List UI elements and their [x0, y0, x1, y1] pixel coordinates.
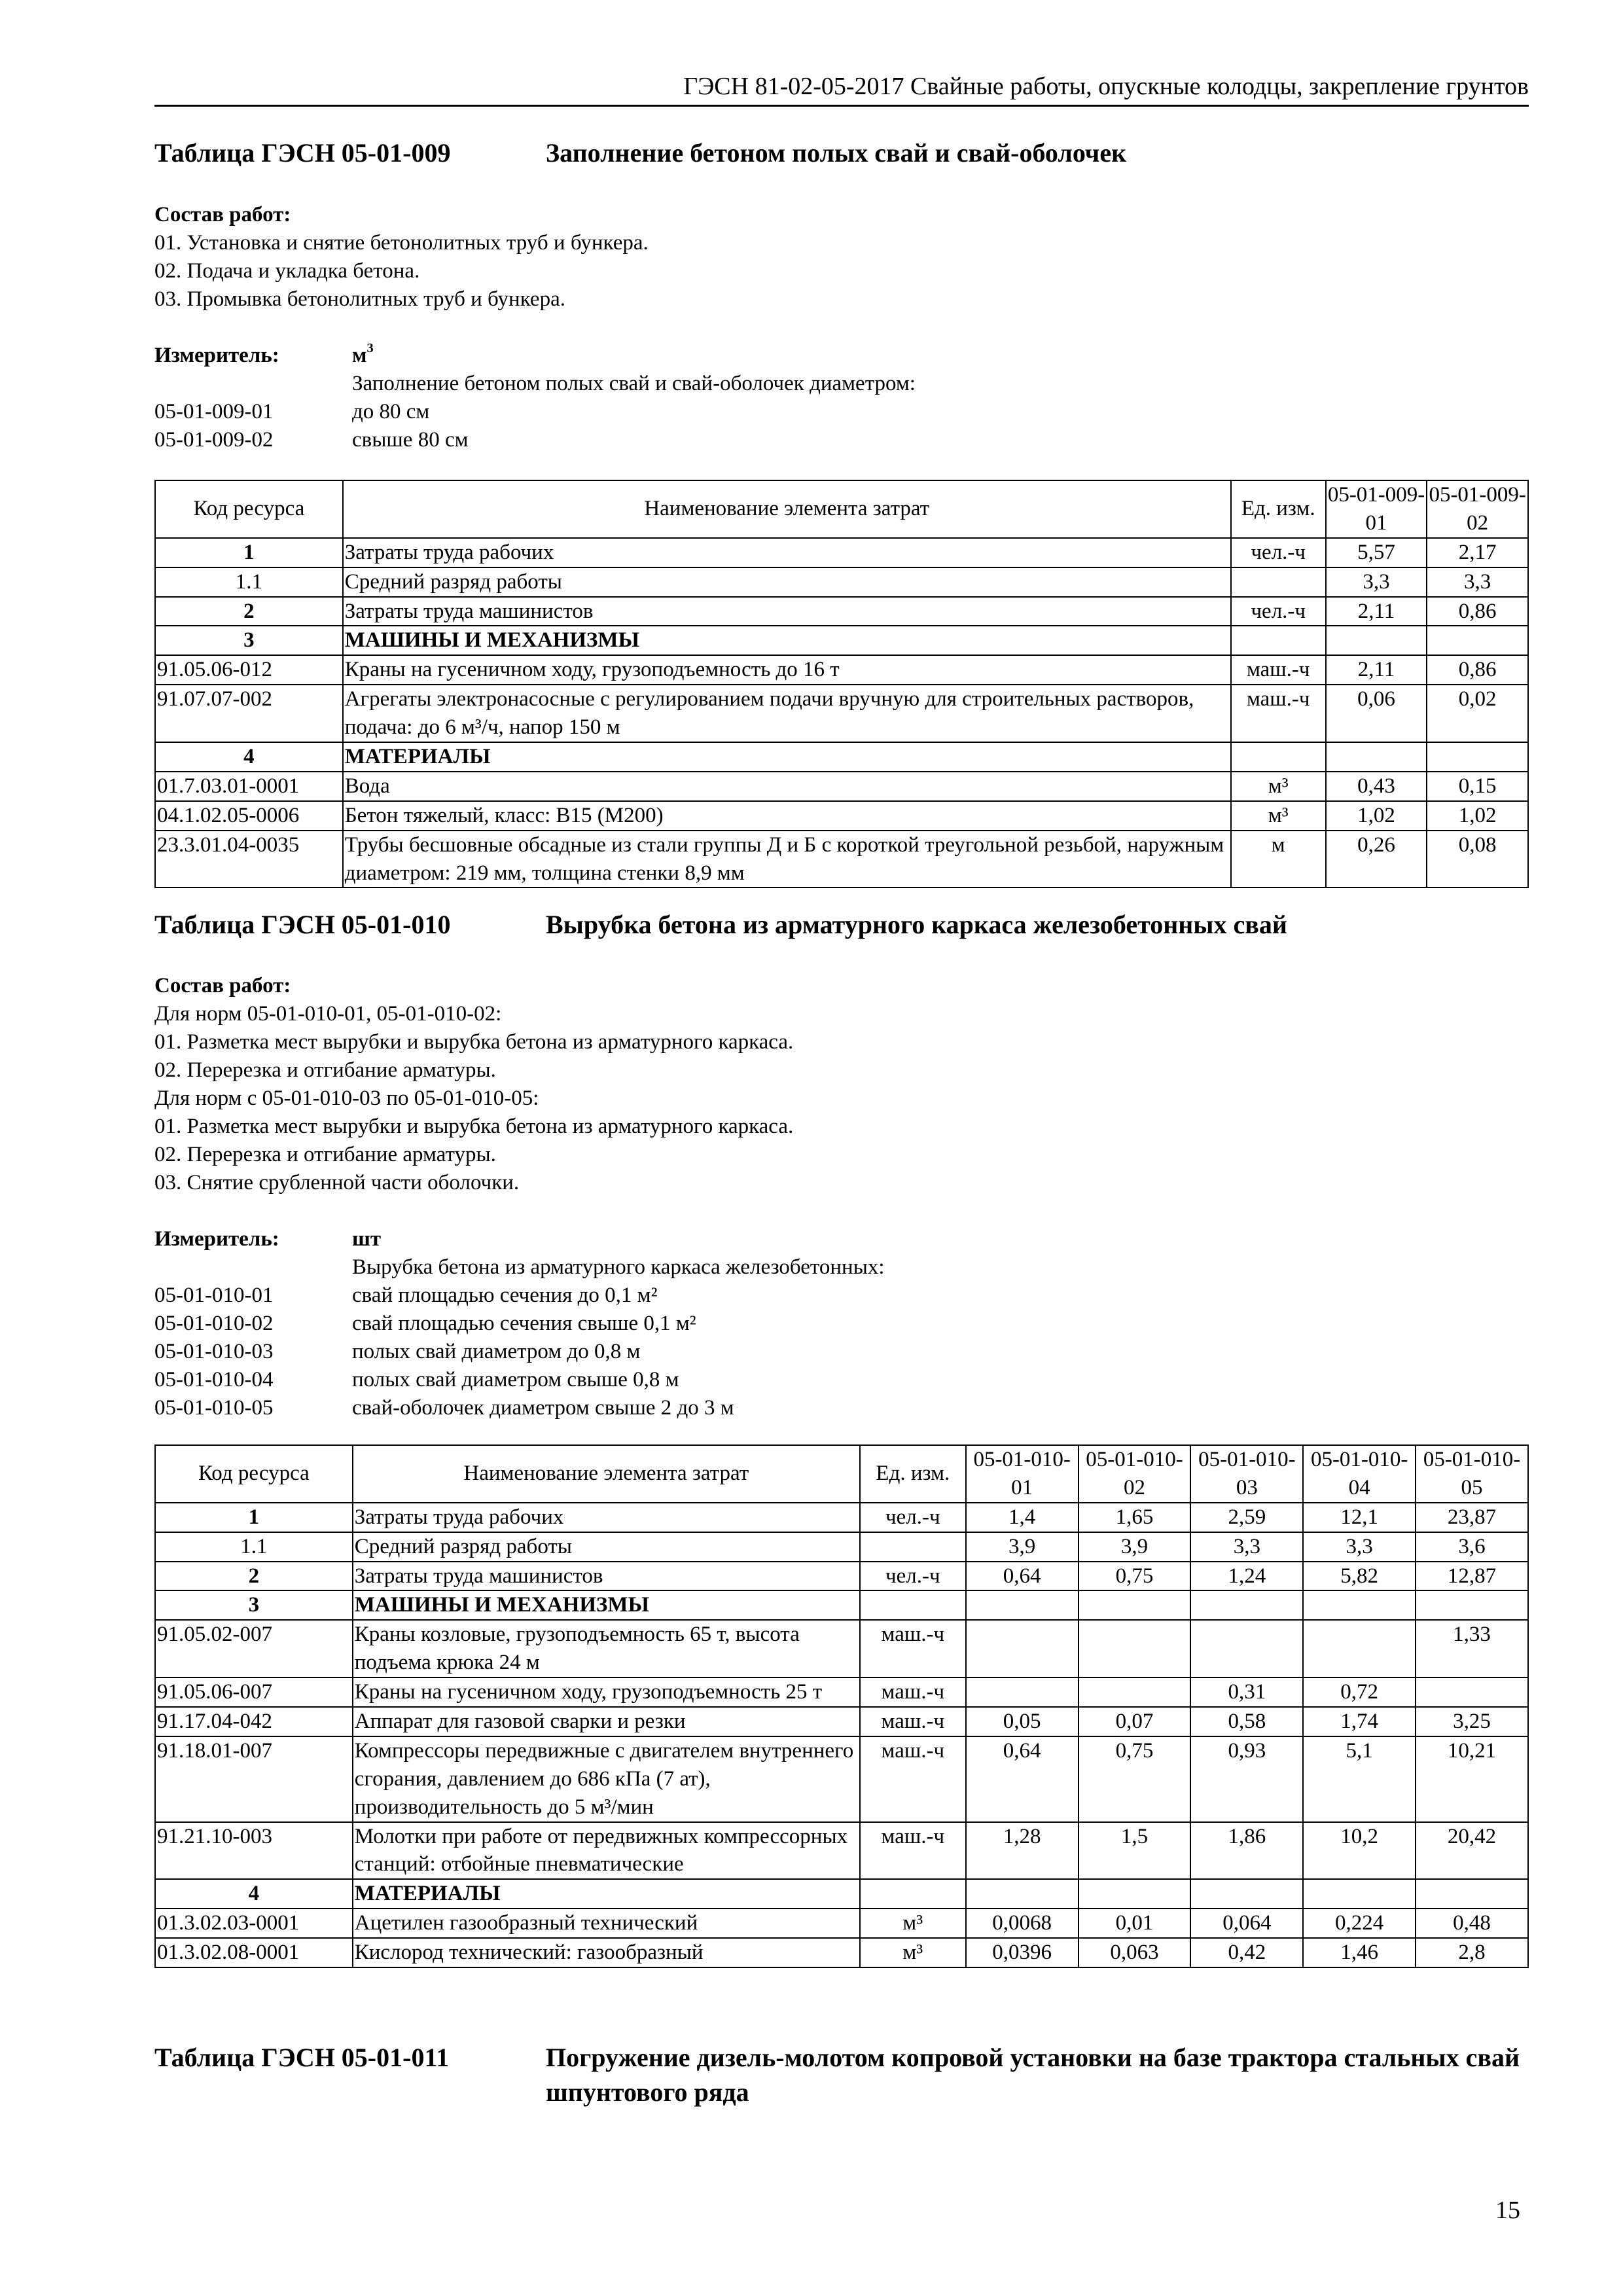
norm-value [1303, 1590, 1416, 1620]
resource-name: Трубы бесшовные обсадные из стали группы Д и Б с короткой треугольной резьбой, наружным диаметром: 219 мм, толщина стенки 8,9 мм [343, 831, 1231, 888]
table-code: Таблица ГЭСН 05-01-009 [154, 138, 451, 168]
resource-group [155, 742, 1528, 888]
table-name: Вырубка бетона из арматурного каркаса железобетонных свай [546, 910, 1287, 939]
resource-code: 91.07.07-002 [155, 685, 343, 742]
resource-unit: чел.-ч [1231, 597, 1326, 626]
header-name: Наименование элемента затрат [343, 480, 1231, 538]
norm-value: 1,02 [1427, 801, 1528, 831]
resource-group [155, 1879, 1528, 1967]
norm-value: 0,08 [1427, 831, 1528, 888]
resource-code: 91.05.06-007 [155, 1677, 353, 1707]
header-norm-col: 05-01-010-01 [966, 1445, 1079, 1503]
norm-value: 2,8 [1416, 1938, 1528, 1967]
composition-item: 02. Перерезка и отгибание арматуры. [154, 1143, 496, 1166]
resource-code: 01.3.02.08-0001 [155, 1938, 353, 1967]
measure-unit: шт [352, 1227, 382, 1251]
resource-unit [1231, 567, 1326, 597]
norm-value: 5,82 [1303, 1562, 1416, 1591]
resource-code: 23.3.01.04-0035 [155, 831, 343, 888]
norm-value: 10,21 [1416, 1736, 1528, 1822]
norm-row [154, 426, 1529, 454]
norm-value [1303, 1879, 1416, 1909]
norm-value: 0,58 [1190, 1707, 1303, 1736]
norm-value: 0,05 [966, 1707, 1079, 1736]
composition-item: Для норм 05-01-010-01, 05-01-010-02: [154, 1002, 502, 1026]
table-code: Таблица ГЭСН 05-01-010 [154, 910, 451, 939]
norm-value: 0,42 [1190, 1938, 1303, 1967]
table-row [155, 655, 1528, 685]
norm-desc: полых свай диаметром свыше 0,8 м [352, 1368, 679, 1391]
norm-value: 0,93 [1190, 1736, 1303, 1822]
resource-unit: маш.-ч [1231, 685, 1326, 742]
resource-group [155, 597, 1528, 626]
norm-value [1427, 626, 1528, 655]
composition-item: 01. Установка и снятие бетонолитных труб и бункера. [154, 231, 649, 255]
norm-value: 0,02 [1427, 685, 1528, 742]
norm-value [1326, 742, 1427, 772]
resource-name: МАТЕРИАЛЫ [353, 1879, 860, 1909]
resource-unit: чел.-ч [860, 1503, 966, 1532]
norm-row [154, 1338, 1529, 1366]
norm-value: 1,86 [1190, 1822, 1303, 1880]
composition-05-01-010 [154, 972, 1529, 1197]
norm-value: 0,07 [1079, 1707, 1191, 1736]
norm-value: 2,59 [1190, 1503, 1303, 1532]
resource-group [155, 538, 1528, 597]
norm-row [154, 1282, 1529, 1310]
table-row [155, 1736, 1528, 1822]
norm-code: 05-01-010-03 [154, 1340, 274, 1363]
table-row [155, 1822, 1528, 1880]
resource-table-05-01-010 [154, 1444, 1529, 1968]
norm-code: 05-01-009-01 [154, 400, 274, 423]
measure-block-05-01-010 [154, 1225, 1529, 1422]
norm-value [1190, 1620, 1303, 1677]
resource-code: 1 [155, 1503, 353, 1532]
norm-value: 3,9 [1079, 1532, 1191, 1562]
norm-value: 3,6 [1416, 1532, 1528, 1562]
norm-code: 05-01-010-01 [154, 1283, 274, 1307]
norm-value: 1,46 [1303, 1938, 1416, 1967]
resource-unit: м³ [860, 1909, 966, 1938]
resource-name: Краны козловые, грузоподъемность 65 т, высота подъема крюка 24 м [353, 1620, 860, 1677]
norm-value [1079, 1677, 1191, 1707]
resource-name: Средний разряд работы [343, 567, 1231, 597]
resource-unit: маш.-ч [1231, 655, 1326, 685]
resource-code: 1 [155, 538, 343, 567]
norm-value: 0,31 [1190, 1677, 1303, 1707]
resource-unit: м³ [860, 1938, 966, 1967]
composition-05-01-009 [154, 201, 1529, 314]
norm-value [1190, 1879, 1303, 1909]
header-norm-col: 05-01-010-02 [1079, 1445, 1191, 1503]
composition-title: Состав работ: [154, 974, 291, 997]
resource-unit: маш.-ч [860, 1677, 966, 1707]
norm-value: 0,86 [1427, 655, 1528, 685]
resource-name: Вода [343, 772, 1231, 801]
norm-value [1427, 742, 1528, 772]
page-number: 15 [1495, 2197, 1520, 2224]
resource-unit [860, 1532, 966, 1562]
norm-value: 0,01 [1079, 1909, 1191, 1938]
resource-unit: м³ [1231, 801, 1326, 831]
table-header-row [155, 1445, 1528, 1503]
norm-code: 05-01-009-02 [154, 428, 274, 452]
norm-code: 05-01-010-02 [154, 1312, 274, 1335]
norm-value: 12,1 [1303, 1503, 1416, 1532]
resource-code: 04.1.02.05-0006 [155, 801, 343, 831]
resource-code: 3 [155, 1590, 353, 1620]
norm-value [966, 1590, 1079, 1620]
resource-code: 4 [155, 742, 343, 772]
norm-value: 2,17 [1427, 538, 1528, 567]
norm-value [1079, 1879, 1191, 1909]
resource-group [155, 1590, 1528, 1879]
resource-unit: маш.-ч [860, 1736, 966, 1822]
composition-title: Состав работ: [154, 203, 291, 226]
resource-code: 91.21.10-003 [155, 1822, 353, 1880]
header-code: Код ресурса [155, 1445, 353, 1503]
resource-name: Затраты труда машинистов [353, 1562, 860, 1591]
norm-value [966, 1677, 1079, 1707]
norm-value: 2,11 [1326, 655, 1427, 685]
resource-unit: чел.-ч [1231, 538, 1326, 567]
norm-value: 0,75 [1079, 1736, 1191, 1822]
norm-value: 0,86 [1427, 597, 1528, 626]
header-code: Код ресурса [155, 480, 343, 538]
header-unit: Ед. изм. [860, 1445, 966, 1503]
measure-desc: Вырубка бетона из арматурного каркаса железобетонных: [352, 1255, 885, 1279]
norm-value: 1,74 [1303, 1707, 1416, 1736]
header-name: Наименование элемента затрат [353, 1445, 860, 1503]
norm-row [154, 1310, 1529, 1338]
norm-value: 0,64 [966, 1736, 1079, 1822]
norm-value: 0,64 [966, 1562, 1079, 1591]
norm-code: 05-01-010-05 [154, 1396, 274, 1420]
table-row [155, 1909, 1528, 1938]
resource-name: Краны на гусеничном ходу, грузоподъемность до 16 т [343, 655, 1231, 685]
table-row [155, 801, 1528, 831]
resource-name: Средний разряд работы [353, 1532, 860, 1562]
norm-value: 0,064 [1190, 1909, 1303, 1938]
table-row [155, 1707, 1528, 1736]
resource-code: 91.17.04-042 [155, 1707, 353, 1736]
header-norm-col: 05-01-010-05 [1416, 1445, 1528, 1503]
norm-value: 1,65 [1079, 1503, 1191, 1532]
resource-unit: м [1231, 831, 1326, 888]
norm-value [966, 1620, 1079, 1677]
norm-value: 0,72 [1303, 1677, 1416, 1707]
measure-unit: $м^3$ [352, 340, 374, 367]
resource-group [155, 626, 1528, 742]
norm-value: 1,02 [1326, 801, 1427, 831]
table-row [155, 567, 1528, 597]
table-row [155, 1590, 1528, 1620]
norm-value: 5,1 [1303, 1736, 1416, 1822]
resource-code: 1.1 [155, 1532, 353, 1562]
norm-value [966, 1879, 1079, 1909]
resource-table-05-01-009 [154, 480, 1529, 888]
resource-name: Ацетилен газообразный технический [353, 1909, 860, 1938]
norm-value: 23,87 [1416, 1503, 1528, 1532]
norm-value: 1,5 [1079, 1822, 1191, 1880]
resource-name: Затраты труда рабочих [343, 538, 1231, 567]
norm-row [154, 398, 1529, 426]
resource-name: Затраты труда машинистов [343, 597, 1231, 626]
norm-value: 12,87 [1416, 1562, 1528, 1591]
resource-code: 91.05.02-007 [155, 1620, 353, 1677]
table-row [155, 1677, 1528, 1707]
resource-name: Кислород технический: газообразный [353, 1938, 860, 1967]
header-norm-col: 05-01-009-02 [1427, 480, 1528, 538]
norm-value: 20,42 [1416, 1822, 1528, 1880]
resource-name: МАТЕРИАЛЫ [343, 742, 1231, 772]
norm-value [1326, 626, 1427, 655]
norm-code: 05-01-010-04 [154, 1368, 274, 1391]
header-norm-col: 05-01-010-04 [1303, 1445, 1416, 1503]
composition-item: Для норм с 05-01-010-03 по 05-01-010-05: [154, 1086, 539, 1110]
norm-row [154, 1394, 1529, 1422]
resource-name: Бетон тяжелый, класс: В15 (М200) [343, 801, 1231, 831]
header-norm-col: 05-01-009-01 [1326, 480, 1427, 538]
resource-unit [860, 1879, 966, 1909]
header-unit: Ед. изм. [1231, 480, 1326, 538]
table-row [155, 538, 1528, 567]
table-row [155, 1562, 1528, 1591]
table-row [155, 1620, 1528, 1677]
resource-code: 1.1 [155, 567, 343, 597]
norm-value [1303, 1620, 1416, 1677]
resource-group [155, 1562, 1528, 1591]
norm-value: 3,3 [1303, 1532, 1416, 1562]
norm-value: 5,57 [1326, 538, 1427, 567]
table-row [155, 1879, 1528, 1909]
norm-value [1190, 1590, 1303, 1620]
resource-name: Агрегаты электронасосные с регулированием подачи вручную для строительных растворов, подача: до 6 м³/ч, напор 150 м [343, 685, 1231, 742]
resource-name: МАШИНЫ И МЕХАНИЗМЫ [353, 1590, 860, 1620]
table-row [155, 597, 1528, 626]
table-header-row [155, 480, 1528, 538]
resource-code: 2 [155, 1562, 353, 1591]
norm-value [1079, 1620, 1191, 1677]
resource-unit: маш.-ч [860, 1620, 966, 1677]
table-name: Погружение дизель-молотом копровой установки на базе трактора стальных свай шпунтового ряда [546, 2043, 1520, 2107]
table-name: Заполнение бетоном полых свай и свай-оболочек [546, 138, 1127, 168]
resource-name: Краны на гусеничном ходу, грузоподъемность 25 т [353, 1677, 860, 1707]
resource-code: 3 [155, 626, 343, 655]
norm-value: 0,0068 [966, 1909, 1079, 1938]
norm-value: 0,15 [1427, 772, 1528, 801]
norm-value: 1,33 [1416, 1620, 1528, 1677]
resource-name: Аппарат для газовой сварки и резки [353, 1707, 860, 1736]
composition-item: 02. Перерезка и отгибание арматуры. [154, 1058, 496, 1082]
resource-code: 01.7.03.01-0001 [155, 772, 343, 801]
norm-value: 1,4 [966, 1503, 1079, 1532]
resource-code: 4 [155, 1879, 353, 1909]
norm-desc: свай площадью сечения свыше 0,1 м² [352, 1312, 696, 1335]
norm-value [1416, 1879, 1528, 1909]
table-row [155, 1938, 1528, 1967]
norm-value: 3,9 [966, 1532, 1079, 1562]
resource-code: 01.3.02.03-0001 [155, 1909, 353, 1938]
resource-unit: м³ [1231, 772, 1326, 801]
page-header: ГЭСН 81-02-05-2017 Свайные работы, опускные колодцы, закрепление грунтов [154, 72, 1529, 107]
resource-unit: маш.-ч [860, 1707, 966, 1736]
resource-unit: маш.-ч [860, 1822, 966, 1880]
norm-value: 3,3 [1190, 1532, 1303, 1562]
table-row [155, 742, 1528, 772]
norm-value: 3,3 [1326, 567, 1427, 597]
norm-value: 0,26 [1326, 831, 1427, 888]
resource-name: Молотки при работе от передвижных компрессорных станций: отбойные пневматические [353, 1822, 860, 1880]
header-norm-col: 05-01-010-03 [1190, 1445, 1303, 1503]
resource-code: 2 [155, 597, 343, 626]
resource-code: 91.18.01-007 [155, 1736, 353, 1822]
resource-name: Затраты труда рабочих [353, 1503, 860, 1532]
norm-value [1079, 1590, 1191, 1620]
composition-item: 03. Снятие срубленной части оболочки. [154, 1171, 520, 1194]
norm-value: 1,28 [966, 1822, 1079, 1880]
resource-unit: чел.-ч [860, 1562, 966, 1591]
norm-value: 3,25 [1416, 1707, 1528, 1736]
resource-name: Компрессоры передвижные с двигателем внутреннего сгорания, давлением до 686 кПа (7 ат), производительность до 5 м³/мин [353, 1736, 860, 1822]
norm-value [1416, 1677, 1528, 1707]
composition-item: 03. Промывка бетонолитных труб и бункера. [154, 287, 565, 311]
table-row [155, 772, 1528, 801]
norm-value: 0,063 [1079, 1938, 1191, 1967]
resource-unit [860, 1590, 966, 1620]
norm-desc: свыше 80 см [352, 428, 469, 452]
norm-desc: до 80 см [352, 400, 430, 423]
norm-value: 0,75 [1079, 1562, 1191, 1591]
table-row [155, 1503, 1528, 1532]
composition-item: 01. Разметка мест вырубки и вырубка бетона из арматурного каркаса. [154, 1030, 794, 1054]
table-row [155, 1532, 1528, 1562]
norm-value: 0,0396 [966, 1938, 1079, 1967]
measure-label: Измеритель: [154, 1227, 279, 1251]
measure-desc: Заполнение бетоном полых свай и свай-оболочек диаметром: [352, 372, 916, 395]
resource-unit [1231, 742, 1326, 772]
table-row [155, 626, 1528, 655]
norm-desc: свай-оболочек диаметром свыше 2 до 3 м [352, 1396, 734, 1420]
composition-item: 01. Разметка мест вырубки и вырубка бетона из арматурного каркаса. [154, 1115, 794, 1138]
norm-value [1416, 1590, 1528, 1620]
norm-value: 0,06 [1326, 685, 1427, 742]
norm-value: 0,224 [1303, 1909, 1416, 1938]
norm-value: 1,24 [1190, 1562, 1303, 1591]
resource-group [155, 1503, 1528, 1562]
norm-value: 3,3 [1427, 567, 1528, 597]
resource-code: 91.05.06-012 [155, 655, 343, 685]
norm-desc: свай площадью сечения до 0,1 м² [352, 1283, 658, 1307]
norm-value: 0,43 [1326, 772, 1427, 801]
norm-value: 10,2 [1303, 1822, 1416, 1880]
table-row [155, 831, 1528, 888]
resource-name: МАШИНЫ И МЕХАНИЗМЫ [343, 626, 1231, 655]
norm-desc: полых свай диаметром до 0,8 м [352, 1340, 641, 1363]
norm-value: 2,11 [1326, 597, 1427, 626]
table-code: Таблица ГЭСН 05-01-011 [154, 2043, 450, 2072]
norm-row [154, 1366, 1529, 1394]
norm-value: 0,48 [1416, 1909, 1528, 1938]
composition-item: 02. Подача и укладка бетона. [154, 259, 420, 283]
table-row [155, 685, 1528, 742]
measure-label: Измеритель: [154, 344, 279, 367]
resource-unit [1231, 626, 1326, 655]
measure-block-05-01-009 [154, 342, 1529, 454]
